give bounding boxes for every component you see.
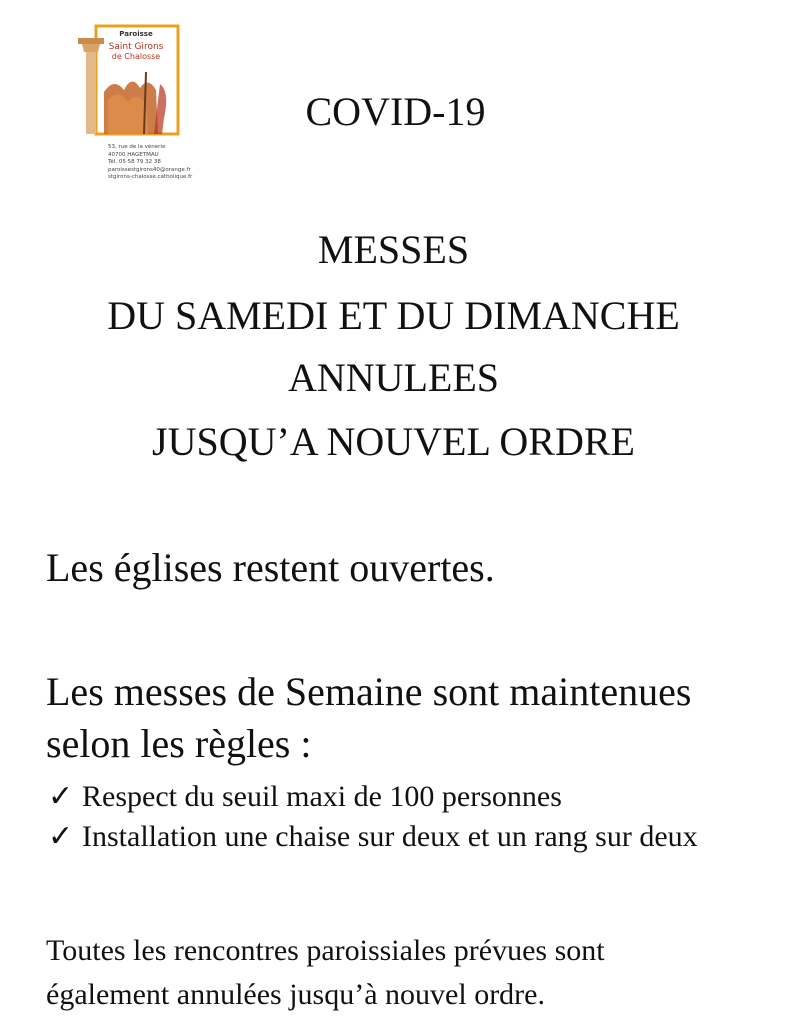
announcement-line-2: DU SAMEDI ET DU DIMANCHE <box>107 293 680 338</box>
page-title: COVID-19 <box>305 89 486 134</box>
checkmark-icon: ✓ <box>48 820 74 853</box>
address-email: paroissestgirons40@orange.fr <box>108 166 191 173</box>
announcement-line-4: JUSQU’A NOUVEL ORDRE <box>152 419 635 464</box>
logo-parish-label: Paroisse <box>119 30 153 38</box>
rule-item <box>48 782 562 812</box>
address-street: 53, rue de la vènerie <box>108 144 166 150</box>
address-city: 40700 HAGETMAU <box>108 151 159 158</box>
logo-parish-name-1: Saint Girons <box>108 42 164 52</box>
footer-text-1: Toutes les rencontres paroissiales prévues sont <box>46 934 605 967</box>
announcement-line-1: MESSES <box>317 227 470 272</box>
rule-text: Installation une chaise sur deux et un rang sur deux <box>82 820 698 853</box>
checkmark-icon: ✓ <box>48 780 74 813</box>
address-website: stgirons-chalosse.catholique.fr <box>108 174 193 180</box>
rule-item <box>48 822 698 852</box>
footer-text-2: également annulées jusqu’à nouvel ordre. <box>46 978 545 1011</box>
rule-text: Respect du seuil maxi de 100 personnes <box>82 780 562 813</box>
logo-address <box>108 144 218 182</box>
churches-open-text: Les églises restent ouvertes. <box>46 545 495 590</box>
announcement-line-3: ANNULEES <box>287 355 500 400</box>
weekday-masses-text-2: selon les règles : <box>46 721 312 766</box>
address-phone: Tél. 05 58 79 32 38 <box>108 159 161 165</box>
weekday-masses-text-1: Les messes de Semaine sont maintenues <box>46 669 692 714</box>
logo-parish-name-2: de Chalosse <box>111 52 161 61</box>
